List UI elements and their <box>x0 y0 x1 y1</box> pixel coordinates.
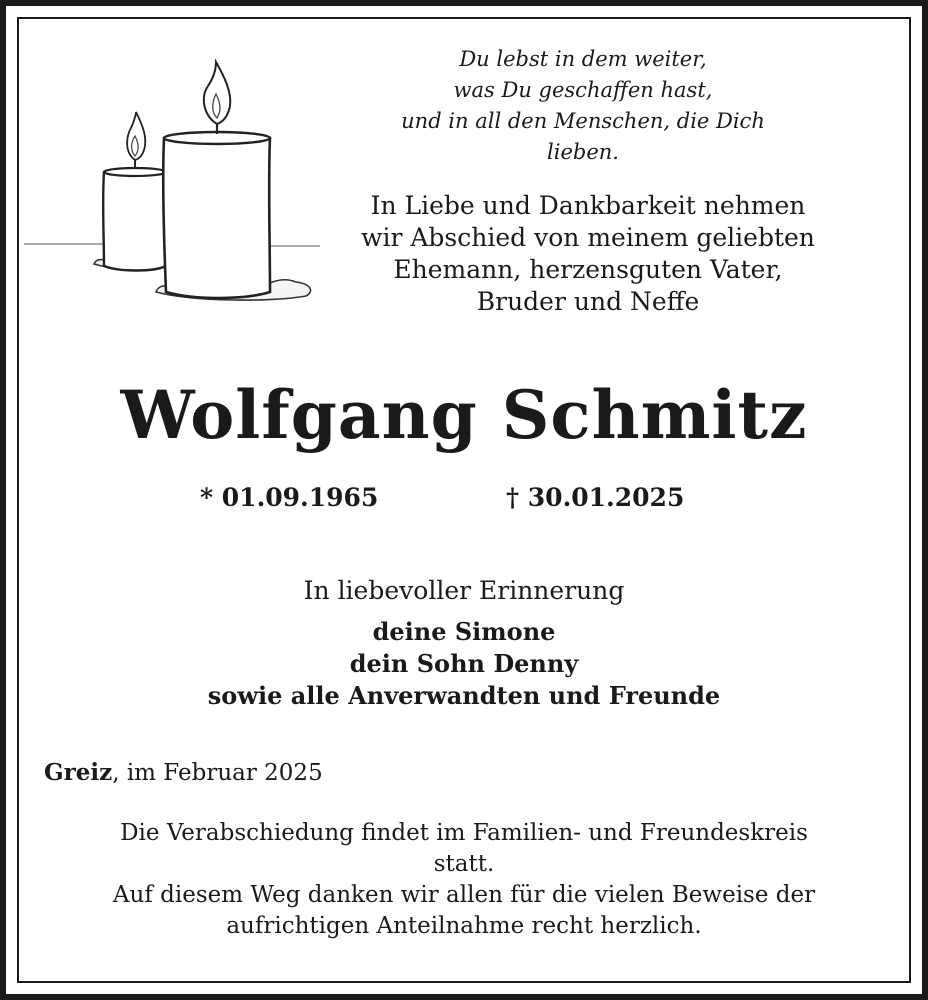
closing-line: statt. <box>433 851 495 877</box>
closing-line: aufrichtigen Anteilnahme recht herzlich. <box>226 913 702 939</box>
mourner-line: sowie alle Anverwandten und Freunde <box>207 681 721 710</box>
birth-date: * 01.09.1965 <box>200 483 379 512</box>
closing-line: Auf diesem Weg danken wir allen für die vielen Beweise der <box>112 882 816 908</box>
intro-line: Ehemann, herzensguten Vater, <box>393 255 783 284</box>
verse-line: lieben. <box>547 140 619 164</box>
verse <box>352 44 814 168</box>
mourner-line: dein Sohn Denny <box>349 649 579 678</box>
life-dates <box>0 480 928 516</box>
place: Greiz <box>44 759 113 786</box>
deceased-name: Wolfgang Schmitz <box>120 376 808 454</box>
intro-line: Bruder und Neffe <box>476 287 700 316</box>
closing-line: Die Verabschiedung findet im Familien- und Freundeskreis <box>120 820 808 846</box>
mourner-line: deine Simone <box>372 617 556 646</box>
candles-icon <box>24 52 320 304</box>
verse-line: und in all den Menschen, die Dich <box>401 109 765 133</box>
place-date <box>44 756 323 790</box>
closing-text <box>30 818 898 942</box>
remembrance-block <box>0 574 928 712</box>
death-date: † 30.01.2025 <box>506 483 685 512</box>
intro-line: wir Abschied von meinem geliebten <box>361 223 815 252</box>
verse-line: was Du geschaffen hast, <box>453 78 713 102</box>
date: , im Februar 2025 <box>112 760 323 786</box>
intro-text <box>320 190 856 318</box>
verse-line: Du lebst in dem weiter, <box>459 47 707 71</box>
intro-line: In Liebe und Dankbarkeit nehmen <box>370 191 806 220</box>
remembrance-heading: In liebevoller Erinnerung <box>303 576 625 605</box>
